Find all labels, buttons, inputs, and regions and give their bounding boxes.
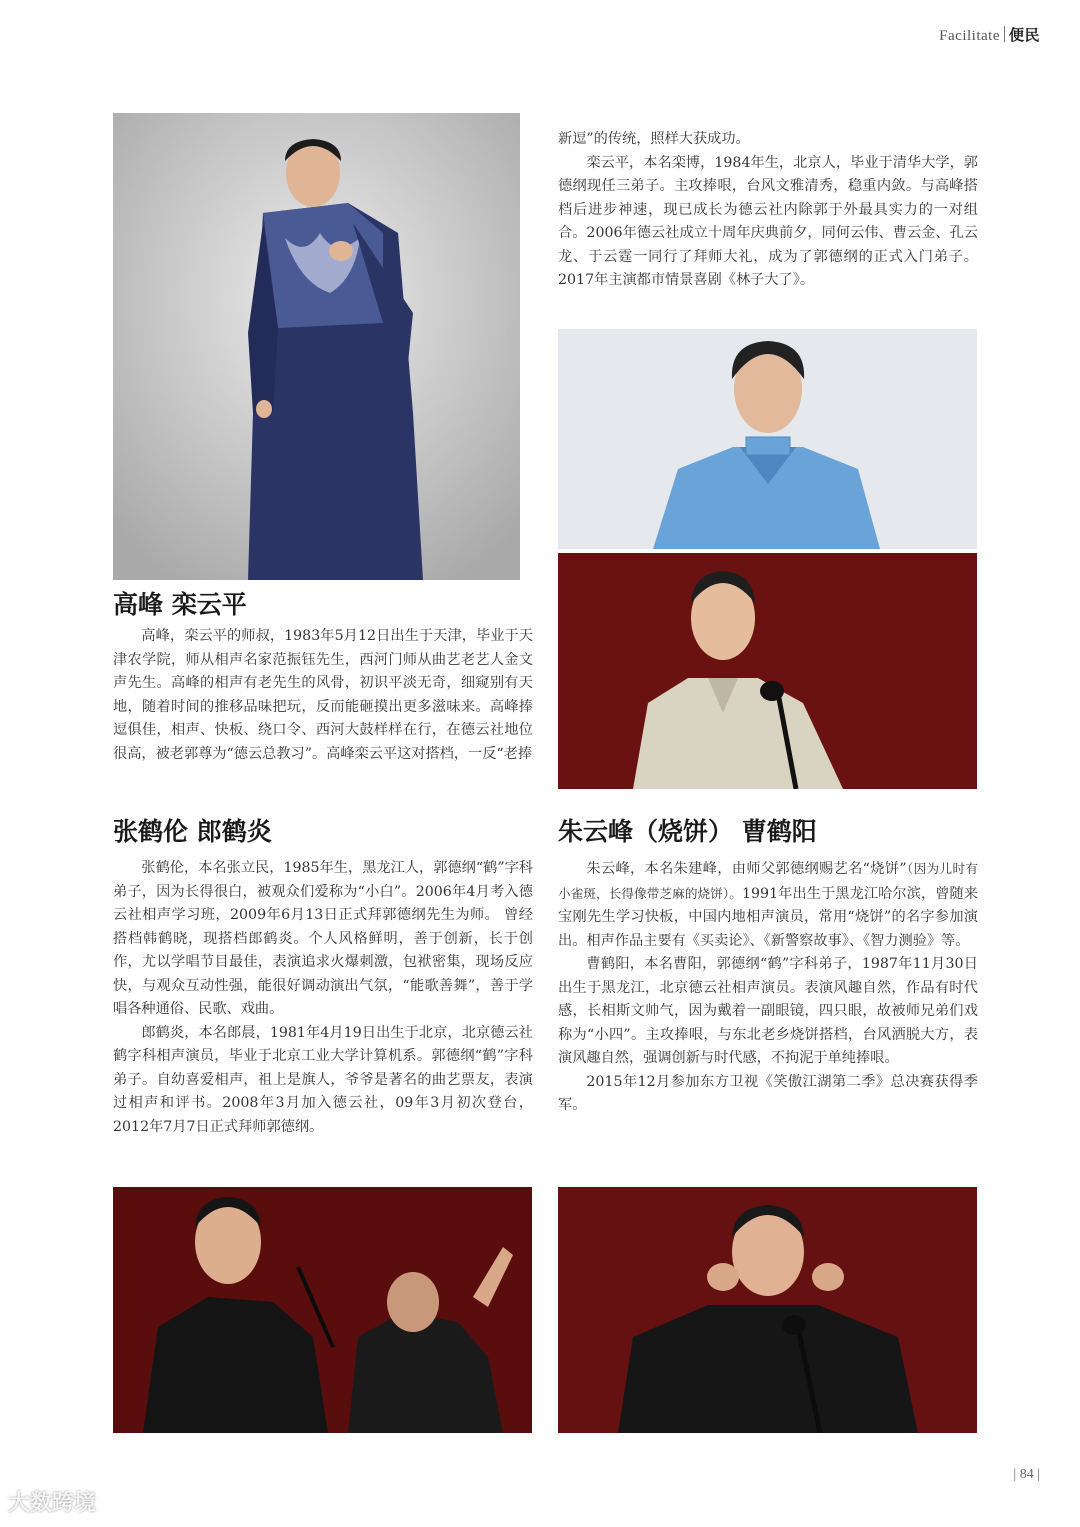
paragraph-note: （因为儿时有小雀斑，长得像带芝麻的烧饼）。 [558,861,978,901]
section-en: Facilitate [939,28,1000,44]
photo-luanyunping [558,329,977,549]
paragraph: 曹鹤阳，本名曹阳，郭德纲“鹤”字科弟子，1987年11月30日出生于黑龙江，北京德云社相声演员。表演风趣自然，作品有时代感，长相斯文帅气，因为戴着一副眼镜，四只眼，故被师兄弟们戏称为“小四”。主攻捧哏，与东北老乡烧饼搭档，台风洒脱大方，表演风趣自然，强调创新与时代感，不拘泥于单纯捧哏。 [558,956,978,1066]
page-number: | 84 | [1013,1467,1040,1482]
paragraph: 郎鹤炎，本名郎晨，1981年4月19日出生于北京，北京德云社鹤字科相声演员，毕业于北京工业大学计算机系。郭德纲“鹤”字科弟子。自幼喜爱相声，祖上是旗人，爷爷是著名的曲艺票友，表演过相声和评书。2008年3月加入德云社，09年3月初次登台，2012年7月7日正式拜师郭德纲。 [113,1024,533,1135]
section-title-zhangHelun: 张鹤伦 郎鹤炎 [113,817,272,846]
paragraph: 2015年12月参加东方卫视《笑傲江湖第二季》总决赛获得季军。 [558,1073,978,1113]
article-zhanghelun [113,857,533,1139]
paragraph: 栾云平，本名栾博，1984年生，北京人，毕业于清华大学，郭德纲现任三弟子。主攻捧哏，台风文雅清秀，稳重内敛。与高峰搭档后进步神速，现已成长为德云社内除郭于外最具实力的一对组合。2006年德云社成立十周年庆典前夕，同何云伟、曹云金、孔云龙、于云霆一同行了拜师大礼，成为了郭德纲的正式入门弟子。2017年主演都市情景喜剧《林子大了》。 [558,154,978,288]
article-gaofeng-continued [558,128,978,293]
paragraph [558,857,978,953]
photo-zhanghelun [113,1187,532,1433]
paragraph: 高峰，栾云平的师叔，1983年5月12日出生于天津，毕业于天津农学院，师从相声名家范振钰先生，西河门师从曲艺老艺人金文声先生。高峰的相声有老先生的风骨，初识平淡无奇，细窥别有天地，随着时间的推移品味把玩，反而能砸摸出更多滋味来。高峰捧逗俱佳，相声、快板、绕口令、西河大鼓样样在行，在德云社地位很高，被老郭尊为“德云总教习”。高峰栾云平这对搭档，一反“老捧 [113,628,533,762]
paragraph-lead: 朱云峰，本名朱建峰，由师父郭德纲赐艺名“烧饼” [586,861,907,877]
section-cn: 便民 [1008,26,1040,44]
section-title-gaofeng: 高峰 栾云平 [113,590,247,619]
photo-zhuyunfeng [558,553,977,789]
page-header [939,24,1040,45]
article-gaofeng [113,625,533,766]
header-divider [1004,26,1005,42]
photo-caoheyang [558,1187,977,1433]
paragraph: 新逗”的传统，照样大获成功。 [558,131,750,147]
paragraph-rest: 1991年出生于黑龙江哈尔滨，曾随来宝刚先生学习快板，中国内地相声演员，常用“烧饼”的名字参加演出。相声作品主要有《买卖论》、《新警察故事》、《智力测验》等。 [558,885,978,949]
watermark: 大数跨境 [8,1491,97,1516]
page-number-value: 84 [1019,1467,1034,1482]
section-title-zhuyunfeng: 朱云峰（烧饼） 曹鹤阳 [558,817,817,846]
paragraph: 张鹤伦，本名张立民，1985年生，黑龙江人，郭德纲“鹤”字科弟子，因为长得很白，被观众们爱称为“小白”。2006年4月考入德云社相声学习班，2009年6月13日正式拜郭德纲先生为师。 曾经搭档韩鹤晓，现搭档郎鹤炎。个人风格鲜明，善于创新，长于创作，尤以学唱节目最佳，表演追求火爆刺激，包袱密集，现场反应快，与观众互动性强，能很好调动演出气氛，“能歌善舞”，善于学唱各种通俗、民歌、戏曲。 [113,860,533,1017]
article-zhuyunfeng [558,857,978,1118]
photo-gaofeng [113,113,520,580]
